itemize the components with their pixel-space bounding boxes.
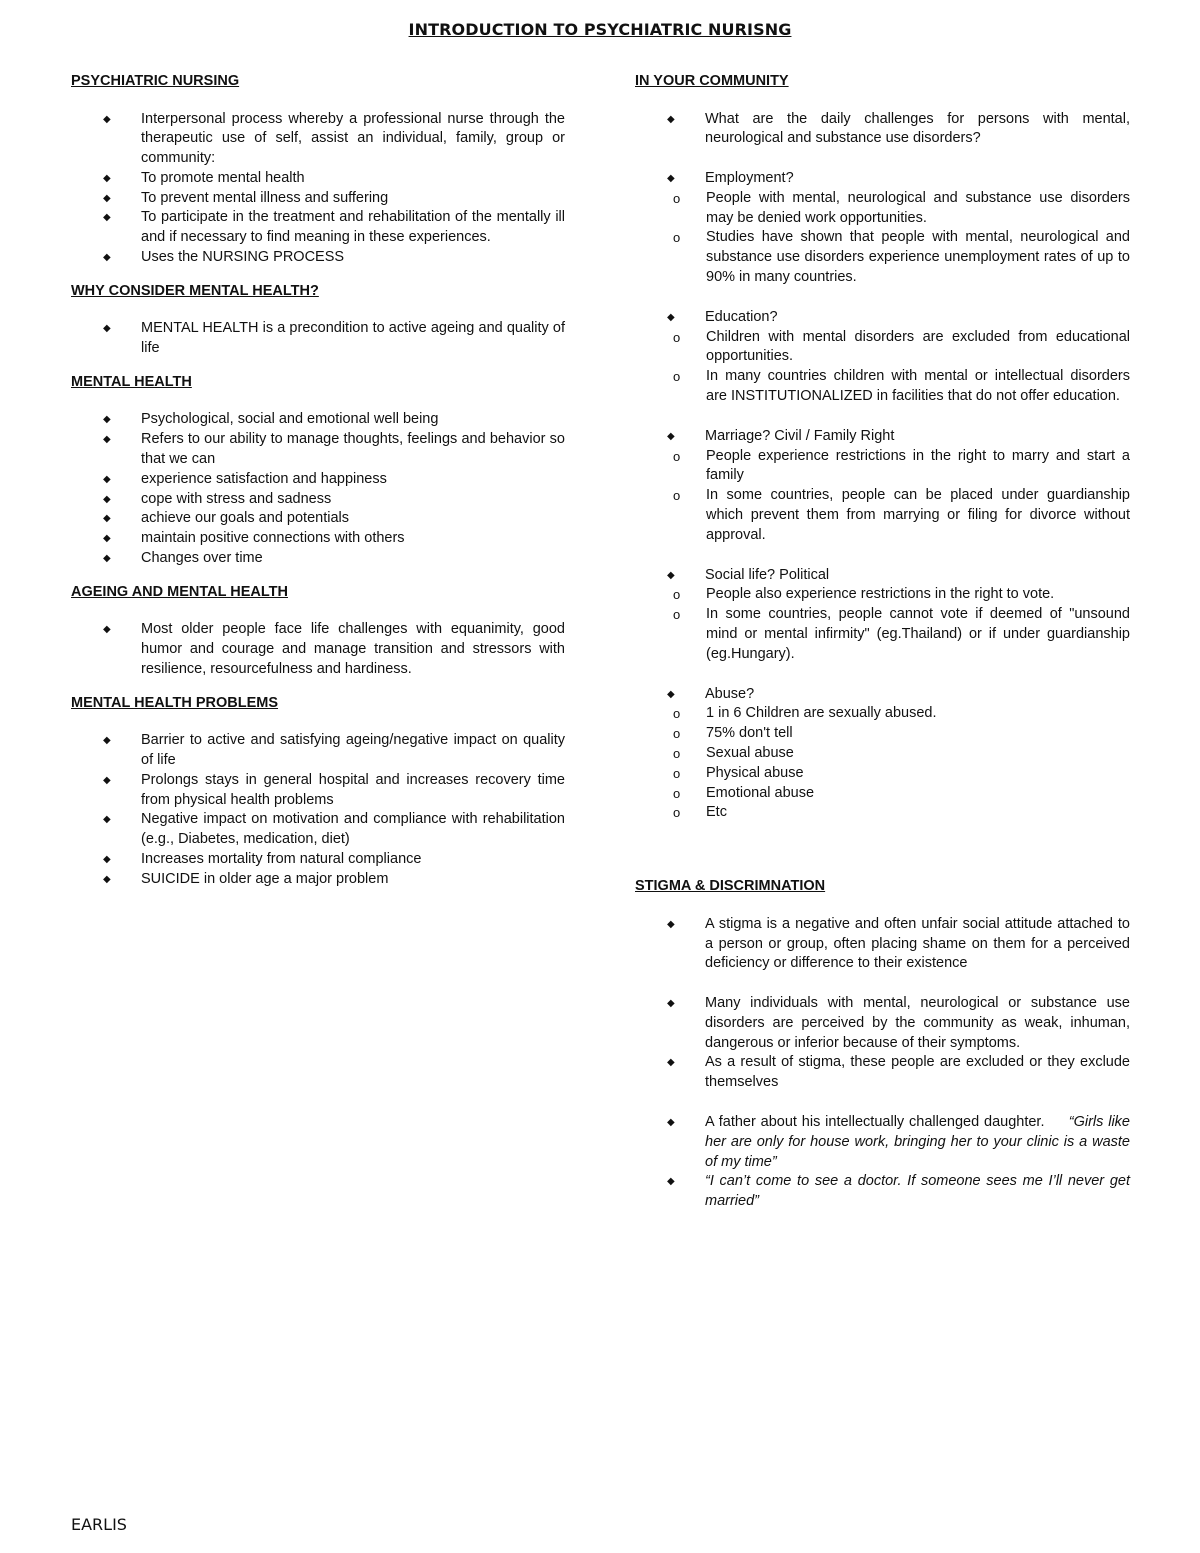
sub-list-item: o Emotional abuse (635, 784, 1130, 804)
bullet-icon: ◆ (667, 1117, 675, 1129)
marriage-list (635, 427, 1130, 447)
list-item: ◆ Marriage? Civil / Family Right (635, 427, 1130, 447)
bullet-icon: ◆ (103, 854, 111, 866)
sub-list-item: o Studies have shown that people with mental, neurological and substance use disorders experience unemployment rates of up to 90% in many countries. (673, 229, 1130, 286)
sub-list-item: o In many countries children with mental or intellectual disorders are INSTITUTIONALIZED in facilities that do not offer education. (673, 368, 1130, 405)
bullet-icon: ◆ (103, 113, 111, 125)
bullet-icon: ◆ (667, 173, 675, 185)
footer-author: EARLIS (71, 1515, 127, 1534)
bullet-icon: ◆ (103, 735, 111, 747)
employment-sublist (635, 189, 1130, 288)
bullet-icon: ◆ (103, 553, 111, 565)
circle-bullet-icon: o (673, 587, 681, 603)
list-item: ◆ A stigma is a negative and often unfair social attitude attached to a person or group, often placing shame on them for a perceived deficiency or difference to their existence (667, 915, 1130, 972)
sub-list-item: o People with mental, neurological and substance use disorders may be denied work opportunities. (673, 189, 1130, 226)
list-item: ◆ Barrier to active and satisfying ageing/negative impact on quality of life (103, 732, 565, 769)
bullet-icon: ◆ (667, 688, 675, 700)
list-item: ◆ maintain positive connections with others (71, 529, 565, 549)
list-item: ◆ Employment? (635, 169, 1130, 189)
bullet-icon: ◆ (103, 473, 111, 485)
bullet-icon: ◆ (667, 569, 675, 581)
community-list (635, 110, 1130, 150)
sub-list-item: o 1 in 6 Children are sexually abused. (635, 704, 1130, 724)
list-item (635, 1172, 1130, 1212)
sub-list-item: o Sexual abuse (635, 744, 1130, 764)
why-consider-list (71, 319, 565, 359)
bullet-icon: ◆ (667, 1176, 675, 1188)
marriage-sublist (635, 447, 1130, 546)
bullet-icon: ◆ (103, 774, 111, 786)
circle-bullet-icon: o (673, 706, 681, 722)
list-item: ◆ Refers to our ability to manage thoughts, feelings and behavior so that we can (103, 431, 565, 468)
list-item: ◆ Uses the NURSING PROCESS (71, 248, 565, 268)
list-item: ◆ cope with stress and sadness (71, 490, 565, 510)
circle-bullet-icon: o (673, 329, 681, 345)
problems-list (71, 731, 565, 889)
bullet-icon: ◆ (103, 434, 111, 446)
section-heading-stigma: STIGMA & DISCRIMNATION (635, 878, 826, 895)
list-item: ◆ Education? (635, 308, 1130, 328)
list-item: ◆ Changes over time (71, 549, 565, 569)
education-list (635, 308, 1130, 328)
right-column (635, 72, 1130, 1212)
sub-list-item: o In some countries, people cannot vote if deemed of "unsound mind or mental infirmity" (eg.Thailand) or if under guardianship (eg.Hungary). (673, 606, 1130, 662)
employment-list (635, 169, 1130, 189)
bullet-icon: ◆ (103, 252, 111, 264)
list-item: ◆ Most older people face life challenges with equanimity, good humor and courage and manage transition and stressors with resilience, resourcefulness and hardiness. (103, 621, 565, 677)
bullet-icon: ◆ (103, 493, 111, 505)
bullet-icon: ◆ (667, 1057, 675, 1069)
list-item: ◆ To prevent mental illness and suffering (71, 189, 565, 209)
section-heading-mental-health: MENTAL HEALTH (71, 373, 192, 390)
list-item: ◆ Many individuals with mental, neurological or substance use disorders are perceived by the community as weak, inhuman, dangerous or inferior because of their symptoms. (667, 995, 1130, 1051)
list-item: ◆ experience satisfaction and happiness (71, 470, 565, 490)
stigma-list-3 (635, 1113, 1130, 1212)
list-item: ◆ Psychological, social and emotional well being (71, 410, 565, 430)
circle-bullet-icon: o (673, 805, 681, 821)
psychiatric-nursing-list (71, 110, 565, 268)
circle-bullet-icon: o (673, 369, 681, 385)
bullet-icon: ◆ (103, 873, 111, 885)
circle-bullet-icon: o (673, 607, 681, 623)
circle-bullet-icon: o (673, 488, 681, 504)
circle-bullet-icon: o (673, 190, 681, 206)
list-item: ◆ What are the daily challenges for persons with mental, neurological and substance use disorders? (667, 110, 1130, 147)
quote-text: “I can’t come to see a doctor. If someone sees me I’ll never get married” (705, 1173, 1130, 1210)
abuse-list (635, 685, 1130, 705)
circle-bullet-icon: o (673, 765, 681, 781)
left-column (71, 72, 565, 890)
bullet-icon: ◆ (667, 311, 675, 323)
sub-list-item: o People experience restrictions in the right to marry and start a family (673, 447, 1130, 484)
section-heading-why-consider: WHY CONSIDER MENTAL HEALTH? (71, 282, 319, 299)
stigma-list-2 (635, 994, 1130, 1093)
sub-list-item: o Physical abuse (635, 764, 1130, 784)
sub-list-item: o 75% don't tell (635, 724, 1130, 744)
social-list (635, 566, 1130, 586)
list-item: ◆ To promote mental health (71, 169, 565, 189)
circle-bullet-icon: o (673, 746, 681, 762)
mental-health-list (71, 410, 565, 568)
sub-list-item: o Etc (635, 803, 1130, 823)
list-item: ◆ SUICIDE in older age a major problem (71, 870, 565, 890)
ageing-list (71, 620, 565, 679)
list-item: ◆ As a result of stigma, these people are excluded or they exclude themselves (667, 1054, 1130, 1091)
list-item: ◆ Social life? Political (635, 566, 1130, 586)
list-item: ◆ achieve our goals and potentials (71, 509, 565, 529)
abuse-sublist (635, 704, 1130, 823)
circle-bullet-icon: o (673, 726, 681, 742)
stigma-list (635, 915, 1130, 974)
list-item: ◆ Negative impact on motivation and compliance with rehabilitation (e.g., Diabetes, medication, diet) (103, 811, 565, 848)
education-sublist (635, 328, 1130, 407)
bullet-icon: ◆ (667, 918, 675, 930)
section-heading-community: IN YOUR COMMUNITY (635, 73, 789, 89)
bullet-icon: ◆ (103, 414, 111, 426)
circle-bullet-icon: o (673, 230, 681, 246)
list-item: ◆ Abuse? (635, 685, 1130, 705)
list-item: ◆ MENTAL HEALTH is a precondition to active ageing and quality of life (103, 320, 565, 357)
sub-list-item: o People also experience restrictions in the right to vote. (635, 585, 1130, 605)
section-heading-ageing: AGEING AND MENTAL HEALTH (71, 583, 288, 600)
bullet-icon: ◆ (103, 192, 111, 204)
bullet-icon: ◆ (667, 430, 675, 442)
page-title: INTRODUCTION TO PSYCHIATRIC NURISNG (408, 20, 792, 39)
sub-list-item: o In some countries, people can be placed under guardianship which prevent them from marrying or filing for divorce without approval. (673, 487, 1130, 543)
social-sublist (635, 585, 1130, 664)
circle-bullet-icon: o (673, 448, 681, 464)
list-item: ◆ A father about his intellectually challenged daughter. “Girls like her are only for house work, bringing her to your clinic is a waste of my time” (667, 1114, 1130, 1170)
list-item: ◆ Prolongs stays in general hospital and increases recovery time from physical health problems (103, 771, 565, 808)
quote-text: “Girls like her are only for house work, bringing her to your clinic is a waste of my time” (705, 1114, 1130, 1170)
list-item: ◆ To participate in the treatment and rehabilitation of the mentally ill and if necessary to find meaning in these experiences. (103, 209, 565, 246)
bullet-icon: ◆ (103, 172, 111, 184)
bullet-icon: ◆ (103, 624, 111, 636)
circle-bullet-icon: o (673, 785, 681, 801)
list-item: ◆ Interpersonal process whereby a professional nurse through the therapeutic use of self, assist an individual, family, group or community: (103, 110, 565, 167)
bullet-icon: ◆ (103, 212, 111, 224)
bullet-icon: ◆ (103, 533, 111, 545)
bullet-icon: ◆ (103, 814, 111, 826)
list-item: ◆ Increases mortality from natural compliance (71, 850, 565, 870)
bullet-icon: ◆ (667, 113, 675, 125)
section-heading-problems: MENTAL HEALTH PROBLEMS (71, 694, 279, 711)
bullet-icon: ◆ (103, 323, 111, 335)
sub-list-item: o Children with mental disorders are excluded from educational opportunities. (673, 328, 1130, 365)
section-heading-psychiatric-nursing: PSYCHIATRIC NURSING (71, 73, 240, 89)
bullet-icon: ◆ (103, 513, 111, 525)
bullet-icon: ◆ (667, 998, 675, 1010)
